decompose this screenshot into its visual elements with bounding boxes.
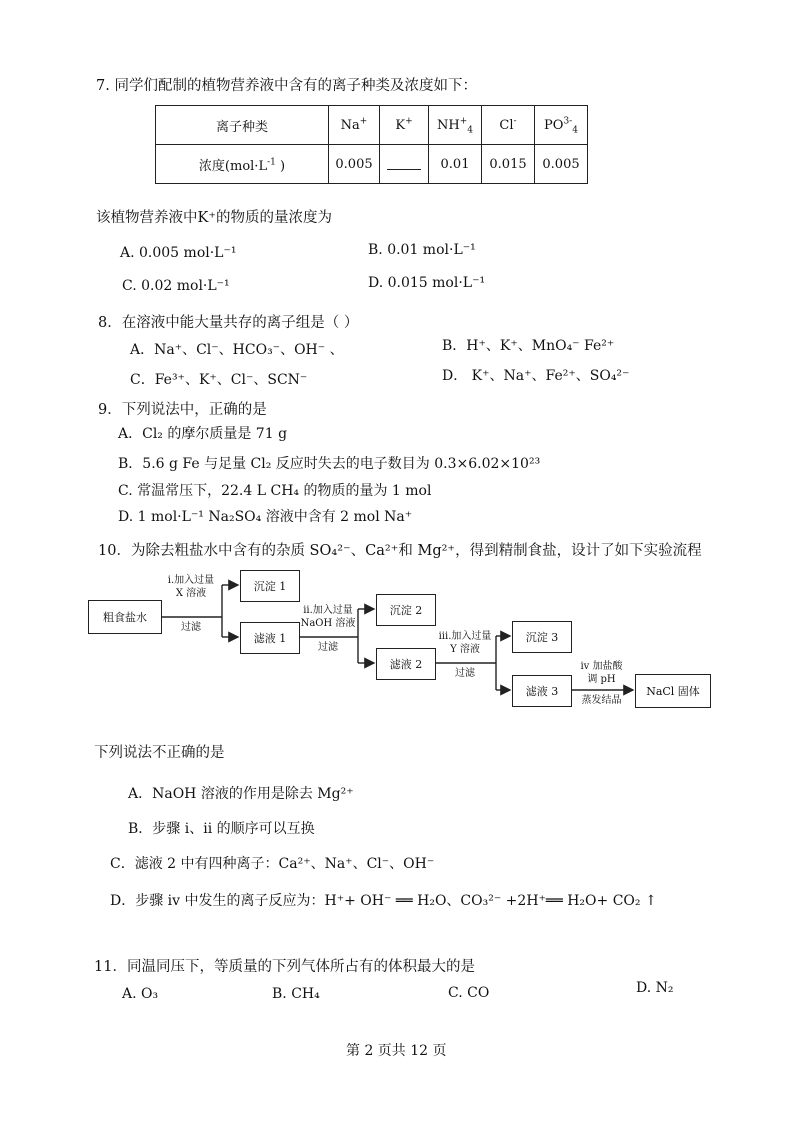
q7-option-b[interactable]: B. 0.01 mol·L⁻¹ xyxy=(368,242,476,258)
flow-step3-filter-label: 过滤 xyxy=(455,668,475,679)
q9-stem: 9．下列说法中，正确的是 xyxy=(98,402,267,418)
q8-option-a[interactable]: A．Na⁺、Cl⁻、HCO₃⁻、OH⁻ 、 xyxy=(130,342,344,358)
q10-option-a[interactable]: A．NaOH 溶液的作用是除去 Mg²⁺ xyxy=(128,786,354,802)
table-cell-ion: Na+ xyxy=(329,106,380,145)
q9-option-a[interactable]: A．Cl₂ 的摩尔质量是 71 g xyxy=(118,426,288,442)
flow-step1-filter-label: 过滤 xyxy=(181,622,201,633)
q7-question: 该植物营养液中K⁺的物质的量浓度为 xyxy=(96,210,332,226)
flow-step4-label: iv 加盐酸 调 pH xyxy=(580,661,623,685)
flow-step2-label: ii.加入过量 NaOH 溶液 xyxy=(300,605,356,629)
table-cell-value: 0.005 xyxy=(329,145,380,184)
q7-option-c[interactable]: C. 0.02 mol·L⁻¹ xyxy=(122,278,230,294)
flow-ppt3-box: 沉淀 3 xyxy=(512,621,572,653)
q11-option-c[interactable]: C. CO xyxy=(448,985,490,1001)
q11-option-b[interactable]: B. CH₄ xyxy=(272,986,320,1002)
q11-stem: 11．同温同压下，等质量的下列气体所占有的体积最大的是 xyxy=(94,959,475,975)
table-cell-value: 0.01 xyxy=(429,145,482,184)
q10-stem: 10．为除去粗盐水中含有的杂质 SO₄²⁻、Ca²⁺和 Mg²⁺，得到精制食盐，设计了如下实验流程 xyxy=(98,543,702,559)
table-cell-ion: Cl- xyxy=(482,106,535,145)
table-cell-ion: K+ xyxy=(380,106,429,145)
flow-product-box: NaCl 固体 xyxy=(635,674,711,708)
q8-option-b[interactable]: B．H⁺、K⁺、MnO₄⁻ Fe²⁺ xyxy=(442,338,615,354)
page-number: 第 2 页共 12 页 xyxy=(346,1043,447,1059)
flow-filt2-box: 滤液 2 xyxy=(376,648,436,680)
table-cell-ion: $NH^+_4$ xyxy=(429,106,482,145)
flow-step1-label: i.加入过量 X 溶液 xyxy=(167,575,215,599)
q10-option-c[interactable]: C．滤液 2 中有四种离子：Ca²⁺、Na⁺、Cl⁻、OH⁻ xyxy=(110,856,435,872)
flow-step2-filter-label: 过滤 xyxy=(318,642,338,653)
q10-question: 下列说法不正确的是 xyxy=(94,745,225,761)
table-cell-value: 0.005 xyxy=(535,145,588,184)
q10-option-d[interactable]: D．步骤 iv 中发生的离子反应为：H⁺+ OH⁻ ══ H₂O、CO₃²⁻ +2H⁺══ H₂O+ CO₂ ↑ xyxy=(110,893,657,909)
q10-option-b[interactable]: B．步骤 i、ii 的顺序可以互换 xyxy=(128,821,315,837)
q7-option-d[interactable]: D. 0.015 mol·L⁻¹ xyxy=(368,275,486,291)
q9-option-c[interactable]: C. 常温常压下，22.4 L CH₄ 的物质的量为 1 mol xyxy=(118,483,432,499)
flow-filt1-box: 滤液 1 xyxy=(240,622,300,654)
table-cell-value: 0.015 xyxy=(482,145,535,184)
flow-ppt2-box: 沉淀 2 xyxy=(376,594,436,626)
flow-ppt1-box: 沉淀 1 xyxy=(240,570,300,602)
q7-stem: 7. 同学们配制的植物营养液中含有的离子种类及浓度如下： xyxy=(96,78,477,94)
flow-step3-label: iii.加入过量 Y 溶液 xyxy=(438,631,492,655)
q8-option-d[interactable]: D． K⁺、Na⁺、Fe²⁺、SO₄²⁻ xyxy=(442,368,630,384)
flow-filt3-box: 滤液 3 xyxy=(512,675,572,707)
q11-option-d[interactable]: D. N₂ xyxy=(636,980,674,996)
q11-option-a[interactable]: A. O₃ xyxy=(122,986,159,1002)
q9-option-b[interactable]: B．5.6 g Fe 与足量 Cl₂ 反应时失去的电子数目为 0.3×6.02×10²³ xyxy=(118,456,541,472)
table-header-concentration: 浓度($mol\cdot L^{-1}$ ) xyxy=(156,145,329,184)
q8-stem: 8．在溶液中能大量共存的离子组是（ ） xyxy=(98,315,359,331)
q7-option-a[interactable]: A. 0.005 mol·L⁻¹ xyxy=(120,245,237,261)
table-header-ion-type: 离子种类 xyxy=(156,106,329,145)
flow-start-box: 粗食盐水 xyxy=(88,600,162,634)
q8-option-c[interactable]: C．Fe³⁺、K⁺、Cl⁻、SCN⁻ xyxy=(130,372,308,388)
flow-step4-evaporate-label: 蒸发结晶 xyxy=(581,695,622,706)
table-cell-ion: $PO^{3-}_4$ xyxy=(535,106,588,145)
q9-option-d[interactable]: D. 1 mol·L⁻¹ Na₂SO₄ 溶液中含有 2 mol Na⁺ xyxy=(118,509,413,525)
